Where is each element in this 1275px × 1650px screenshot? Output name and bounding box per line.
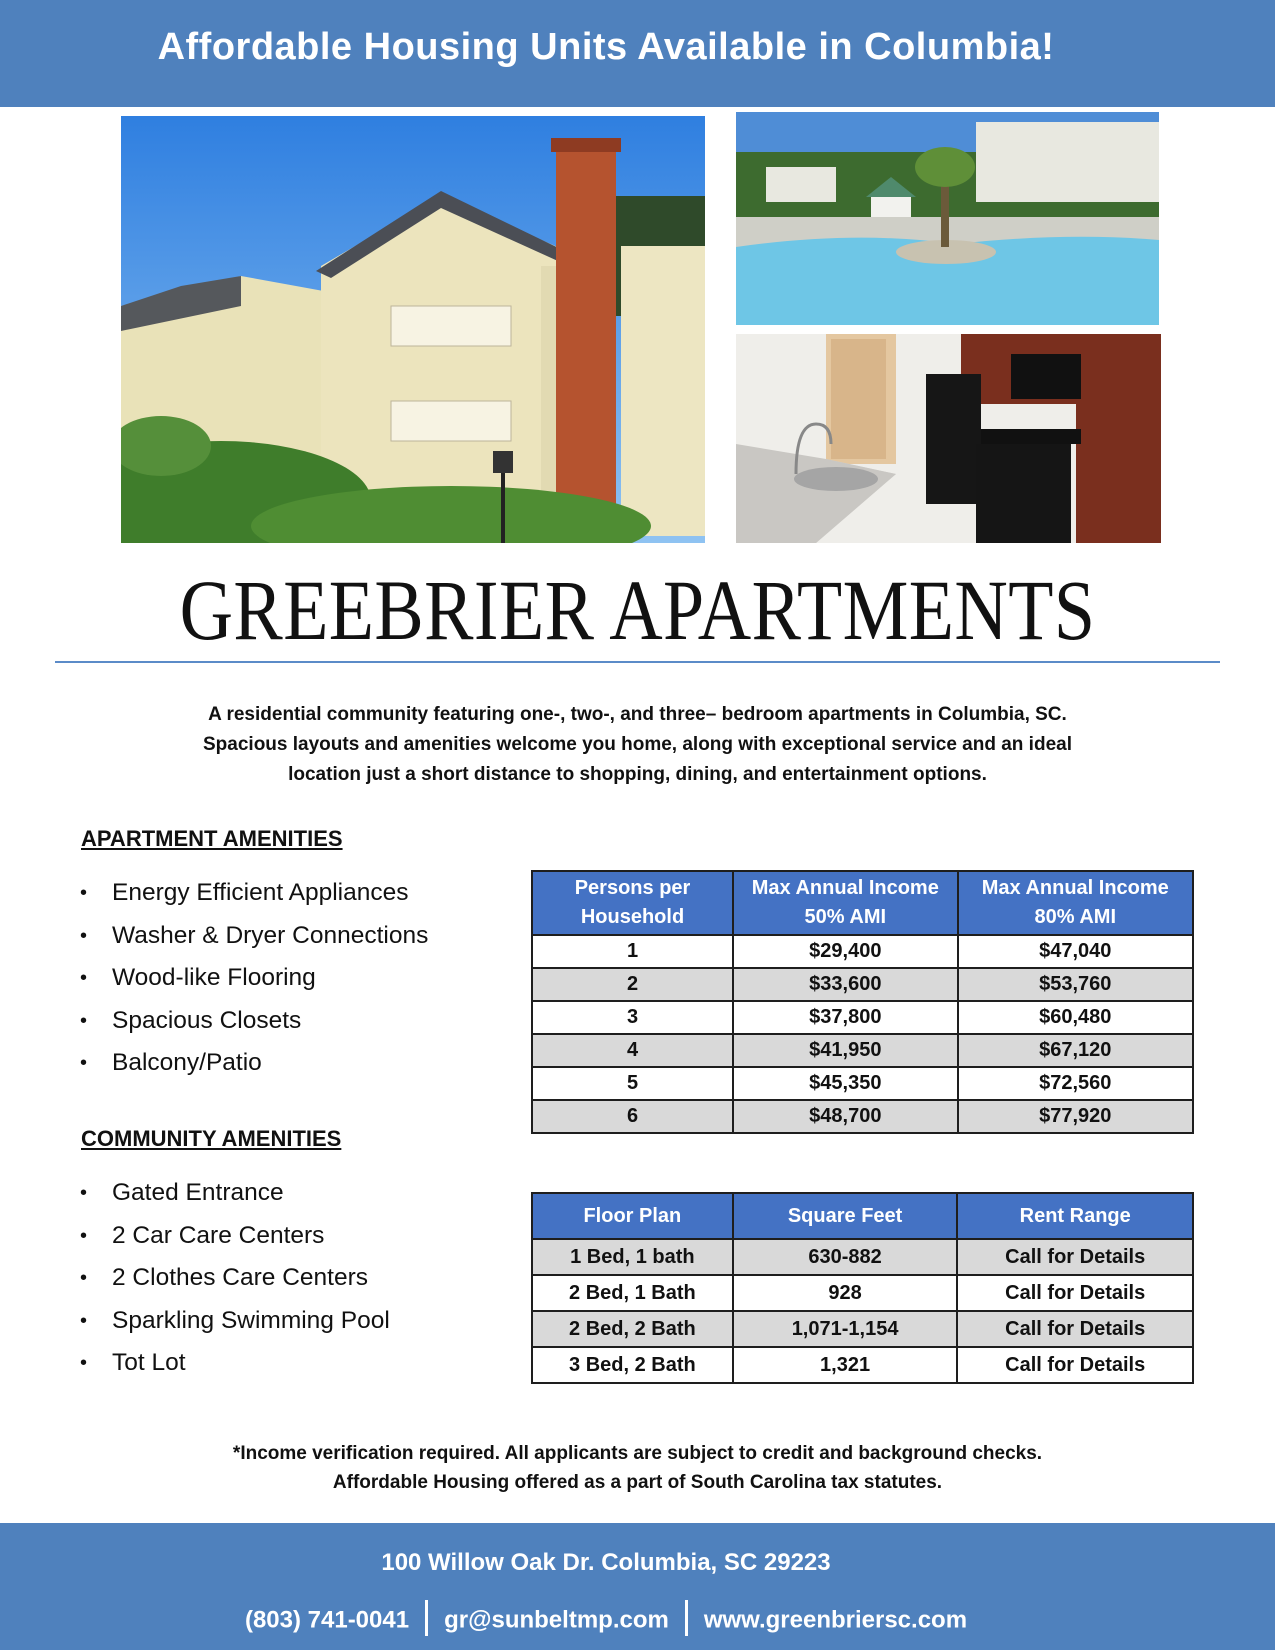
table-cell: 3 Bed, 2 Bath (532, 1347, 733, 1383)
table-cell: 1,071-1,154 (733, 1311, 958, 1347)
table-cell: $41,950 (733, 1034, 958, 1067)
disclaimer-line: Affordable Housing offered as a part of South Carolina tax statutes. (332, 1472, 943, 1493)
list-item: • 2 Car Care Centers (80, 1220, 390, 1263)
header-banner (0, 0, 1275, 107)
apartment-amenities-heading: APARTMENT AMENITIES (81, 826, 343, 851)
floor-plan-table (531, 1192, 1194, 1384)
footer-address: 100 Willow Oak Dr. Columbia, SC 29223 (381, 1549, 831, 1576)
table-cell: $37,800 (733, 1001, 958, 1034)
disclaimer (150, 1439, 1125, 1497)
table-cell: $48,700 (733, 1100, 958, 1133)
table-cell: 4 (532, 1034, 733, 1067)
divider (685, 1600, 688, 1636)
table-cell: 2 Bed, 1 Bath (532, 1275, 733, 1311)
table-header-cell: Persons per Household (532, 871, 733, 935)
table-row (532, 1001, 1193, 1034)
intro-paragraph (150, 700, 1125, 790)
table-cell: 1 Bed, 1 bath (532, 1239, 733, 1275)
bullet-icon: • (80, 1309, 88, 1332)
table-cell: Call for Details (957, 1347, 1193, 1383)
table-row (532, 1275, 1193, 1311)
phone-link[interactable]: (803) 741-0041 (244, 1606, 410, 1634)
table-row (532, 1067, 1193, 1100)
footer-banner (0, 1523, 1275, 1650)
table-cell: Call for Details (957, 1239, 1193, 1275)
bullet-icon: • (80, 924, 88, 947)
table-cell: 1 (532, 935, 733, 968)
table-cell: $45,350 (733, 1067, 958, 1100)
title-divider (55, 661, 1220, 663)
table-cell: $72,560 (958, 1067, 1193, 1100)
table-row (532, 1239, 1193, 1275)
table-row (532, 935, 1193, 968)
bullet-icon: • (80, 1052, 88, 1074)
table-cell: 928 (733, 1275, 958, 1311)
property-name: GREEBRIER APARTMENTS (179, 562, 1096, 658)
table-cell: $67,120 (958, 1034, 1193, 1067)
bullet-icon: • (80, 882, 88, 904)
table-cell: Call for Details (957, 1311, 1193, 1347)
bullet-icon: • (80, 1182, 88, 1204)
website-link[interactable]: www.greenbriersc.com (703, 1606, 968, 1634)
table-header-row (532, 1193, 1193, 1239)
bullet-icon: • (80, 1352, 88, 1374)
table-row (532, 1347, 1193, 1383)
bullet-icon: • (80, 967, 88, 989)
list-item: • Washer & Dryer Connections (80, 920, 428, 963)
table-header-cell: Max Annual Income 50% AMI (733, 871, 958, 935)
table-row (532, 1034, 1193, 1067)
table-cell: 6 (532, 1100, 733, 1133)
bullet-icon: • (80, 1224, 88, 1247)
disclaimer-line: *Income verification required. All applicants are subject to credit and background checks. (232, 1443, 1043, 1464)
list-item: • Balcony/Patio (80, 1047, 428, 1090)
list-item: • Tot Lot (80, 1347, 390, 1390)
list-item: • Wood-like Flooring (80, 962, 428, 1005)
table-header-cell: Max Annual Income 80% AMI (958, 871, 1193, 935)
table-cell: $77,920 (958, 1100, 1193, 1133)
swimming-pool-photo (736, 112, 1159, 325)
list-item: • Energy Efficient Appliances (80, 877, 428, 920)
table-header-row (532, 871, 1193, 935)
table-header-cell: Floor Plan (532, 1193, 733, 1239)
intro-line: A residential community featuring one-, two-, and three– bedroom apartments in Columbia, SC. (208, 704, 1067, 725)
community-amenities-list (80, 1177, 390, 1390)
list-item: • Sparkling Swimming Pool (80, 1305, 390, 1348)
table-cell: $53,760 (958, 968, 1193, 1001)
table-cell: 3 (532, 1001, 733, 1034)
table-cell: 5 (532, 1067, 733, 1100)
table-cell: $60,480 (958, 1001, 1193, 1034)
community-amenities-heading: COMMUNITY AMENITIES (81, 1126, 342, 1151)
table-cell: $33,600 (733, 968, 958, 1001)
table-row (532, 968, 1193, 1001)
intro-line: Spacious layouts and amenities welcome you home, along with exceptional service and an ideal (203, 734, 1072, 755)
table-cell: 2 (532, 968, 733, 1001)
list-item: • Spacious Closets (80, 1005, 428, 1048)
divider (425, 1600, 428, 1636)
kitchen-photo (736, 334, 1161, 543)
list-item: • Gated Entrance (80, 1177, 390, 1220)
table-header-cell: Square Feet (733, 1193, 958, 1239)
table-cell: 1,321 (733, 1347, 958, 1383)
table-cell: 2 Bed, 2 Bath (532, 1311, 733, 1347)
table-cell: $47,040 (958, 935, 1193, 968)
apartment-amenities-list (80, 877, 428, 1090)
email-link[interactable]: gr@sunbeltmp.com (444, 1606, 669, 1634)
apartment-building-photo (121, 116, 705, 543)
list-item: • 2 Clothes Care Centers (80, 1262, 390, 1305)
income-limits-table (531, 870, 1194, 1134)
table-row (532, 1100, 1193, 1133)
table-header-cell: Rent Range (957, 1193, 1193, 1239)
table-cell: 630-882 (733, 1239, 958, 1275)
intro-line: location just a short distance to shopping, dining, and entertainment options. (288, 764, 987, 785)
footer-contacts (0, 1603, 1212, 1639)
table-cell: Call for Details (957, 1275, 1193, 1311)
bullet-icon: • (80, 1267, 88, 1289)
bullet-icon: • (80, 1009, 88, 1032)
table-row (532, 1311, 1193, 1347)
header-title: Affordable Housing Units Available in Columbia! (157, 26, 1055, 68)
table-cell: $29,400 (733, 935, 958, 968)
